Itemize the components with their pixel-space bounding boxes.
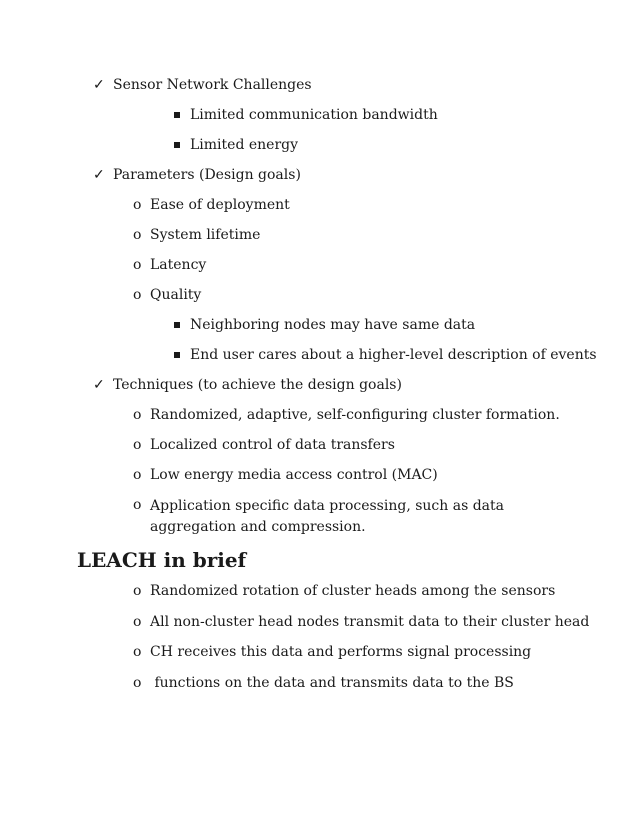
- list-item-text: Limited communication bandwidth: [190, 107, 438, 123]
- circle-bullet-icon: o: [133, 287, 142, 303]
- list-item-text: functions on the data and transmits data to the BS: [150, 675, 514, 691]
- circle-bullet-icon: o: [133, 197, 142, 213]
- list-item-text: All non-cluster head nodes transmit data to their cluster head: [150, 614, 590, 630]
- section-heading: LEACH in brief: [77, 548, 247, 572]
- list-item-text: Localized control of data transfers: [150, 437, 395, 453]
- circle-bullet-icon: o: [133, 407, 142, 423]
- list-item-text: End user cares about a higher-level description of events: [190, 347, 597, 363]
- checkmark-icon: ✓: [93, 167, 105, 183]
- list-item-text: Latency: [150, 257, 207, 273]
- list-item-text: Neighboring nodes may have same data: [190, 317, 476, 333]
- square-bullet-icon: [174, 142, 180, 148]
- square-bullet-icon: [174, 112, 180, 118]
- circle-bullet-icon: o: [133, 644, 142, 660]
- techniques-title: Techniques (to achieve the design goals): [113, 377, 402, 393]
- list-item-text: Ease of deployment: [150, 197, 290, 213]
- circle-bullet-icon: o: [133, 497, 142, 513]
- list-item-text: Quality: [150, 287, 202, 303]
- parameters-title: Parameters (Design goals): [113, 167, 301, 183]
- circle-bullet-icon: o: [133, 583, 142, 599]
- list-item-text: System lifetime: [150, 227, 261, 243]
- circle-bullet-icon: o: [133, 227, 142, 243]
- list-item-text: Application specific data processing, such as data aggregation and compression.: [150, 498, 504, 535]
- circle-bullet-icon: o: [133, 614, 142, 630]
- square-bullet-icon: [174, 352, 180, 358]
- list-item-text: Low energy media access control (MAC): [150, 467, 438, 483]
- square-bullet-icon: [174, 322, 180, 328]
- circle-bullet-icon: o: [133, 467, 142, 483]
- list-item-text: Randomized, adaptive, self-configuring cluster formation.: [150, 407, 560, 423]
- checkmark-icon: ✓: [93, 77, 105, 93]
- checkmark-icon: ✓: [93, 377, 105, 393]
- circle-bullet-icon: o: [133, 675, 142, 691]
- list-item-text: Randomized rotation of cluster heads among the sensors: [150, 583, 556, 599]
- circle-bullet-icon: o: [133, 437, 142, 453]
- circle-bullet-icon: o: [133, 257, 142, 273]
- list-item-text: CH receives this data and performs signal processing: [150, 644, 532, 660]
- challenges-title: Sensor Network Challenges: [113, 77, 312, 93]
- list-item-text: Limited energy: [190, 137, 299, 153]
